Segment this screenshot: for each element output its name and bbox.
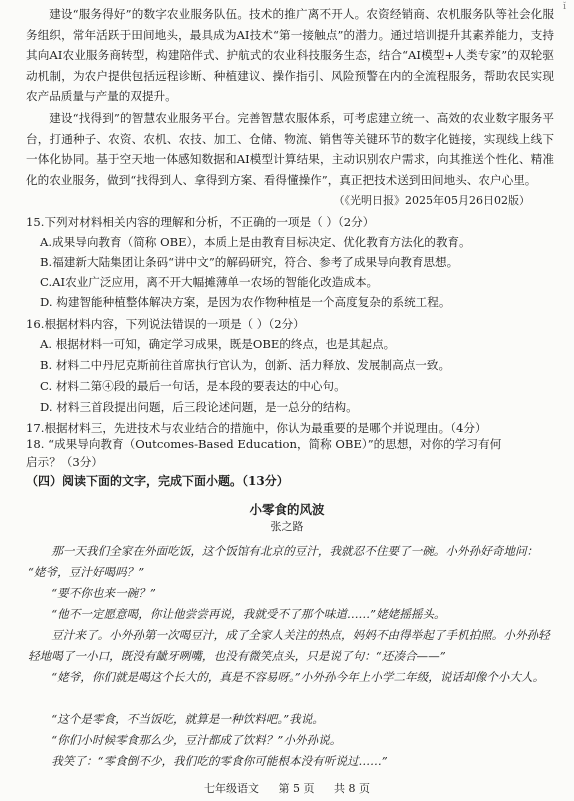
question-17: 17.根据材料三，先进技术与农业结合的措施中，你认为最重要的是哪个并说理由。（4分） (26, 421, 487, 435)
footer-total-pages: 共 8 页 (334, 782, 370, 795)
material-source: （《光明日报》2025年05月26日02版） (333, 194, 530, 207)
footer-page-number: 第 5 页 (278, 782, 315, 795)
story-paragraph-5: 豆汁来了。小外孙第一次喝豆汁，成了全家人关注的热点，妈妈不由得举起了手机拍照。小外孙轻轻地喝了一小口，既没有龇牙咧嘴，也没有微笑点头，只是说了句：“还凑合——” (28, 628, 550, 663)
story-paragraph-1: 那一天我们全家在外面吃饭，这个饭馆有北京的豆汁，我就忍不住要了一碗。小外孙好奇地问： (51, 544, 539, 558)
story-paragraph-8: “你们小时候零食那么少，豆汁都成了饮料？”小外孙说。 (51, 733, 342, 747)
material-paragraph-2: 建设“找得到”的智慧农业服务平台。完善智慧农服体系，可考虑建立统一、高效的农业数字服务平台，打通种子、农资、农机、农技、加工、仓储、物流、销售等关键环节的数字化链接，实现线上线下一体化协同。基于空天地一体感知数据和AI模型计算结果，主动识别农户需求，向其推送个性化、精准化的农业服务，做到“找得到人、拿得到方案、看得懂操作”，真正把技术送到田间地头、农户心里。 (26, 111, 554, 187)
question-16-option-d: D. 材料三首段提出问题，后三段论述问题，是一总分的结构。 (40, 400, 358, 414)
question-16-option-c: C. 材料二第④段的最后一句话，是本段的要表达的中心句。 (40, 379, 346, 393)
question-16-option-a: A. 根据材料一可知，确定学习成果，既是OBE的终点，也是其起点。 (40, 337, 396, 351)
story-paragraph-9: 我笑了：“零食倒不少，我们吃的零食你可能根本没有听说过……” (51, 754, 388, 768)
question-16-option-b: B. 材料二中丹尼克斯前往首席执行官认为，创新、活力释放、发展制高点一致。 (40, 358, 451, 372)
page-footer (0, 780, 574, 796)
question-15-option-d: D. 构建智能种植整体解决方案，是因为农作物种植是一个高度复杂的系统工程。 (40, 295, 451, 309)
story-paragraph-3: “要不你也来一碗？” (51, 586, 156, 600)
page-corner-mark: ĭ (563, 2, 566, 12)
story-author: 张之路 (270, 520, 304, 533)
story-paragraph-7: “这个是零食，不当饭吃，就算是一种饮料吧。”我说。 (51, 712, 324, 726)
story-paragraph-2: “姥爷，豆汁好喝吗？” (28, 565, 145, 579)
question-18-line-1: 18. “成果导向教育（Outcomes-Based Education，简称 OBE）”的思想，对你的学习有何 (26, 437, 502, 451)
footer-subject: 七年级语文 (204, 782, 259, 795)
story-title: 小零食的风波 (249, 502, 325, 517)
question-15-option-c: C.AI农业广泛应用，离不开大幅摊薄单一农场的智能化改造成本。 (40, 275, 379, 289)
story-paragraph-6: “姥爷，你们就是喝这个长大的，真是不容易呀。”小外孙今年上小学二年级，说话却像个小大人。 (51, 670, 545, 684)
material-paragraph-1: 建设“服务得好”的数字农业服务队伍。技术的推广离不开人。农资经销商、农机服务队等社会化服务组织，常年活跃于田间地头，最具成为AI技术“第一接触点”的潜力。通过培训提升其素养能力，支持其向AI农业服务商转型，构建陪伴式、护航式的农业科技服务生态，结合“AI模型+人类专家”的双轮驱动机制，为农户提供包括远程诊断、种植建议、操作指引、风险预警在内的全流程服务，帮助农民实现农产品质量与产量的双提升。 (26, 7, 554, 104)
question-15-option-b: B.福建新大陆集团让条码“讲中文”的解码研究，符合、参考了成果导向教育思想。 (40, 255, 459, 269)
question-16: 16.根据材料内容，下列说法错误的一项是（ ）（2分） (26, 317, 305, 331)
question-15: 15.下列对材料相关内容的理解和分析，不正确的一项是（ ）（2分） (26, 215, 375, 229)
section-4-heading: （四）阅读下面的文字，完成下面小题。（13分） (26, 474, 289, 488)
story-paragraph-4: “他不一定愿意喝，你让他尝尝再说，我就受不了那个味道……”姥姥摇摇头。 (51, 607, 446, 621)
question-15-option-a: A.成果导向教育（简称 OBE），本质上是由教育目标决定、优化教育方法化的教育。 (40, 235, 471, 249)
question-18-line-2: 启示？（3分） (26, 455, 103, 469)
